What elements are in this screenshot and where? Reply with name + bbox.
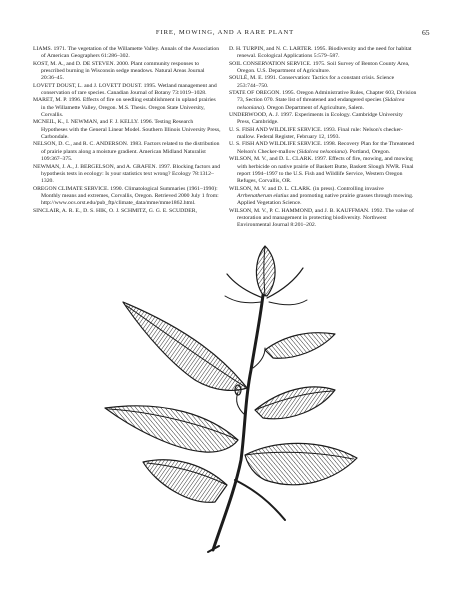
- reference-entry: LIAMS. 1971. The vegetation of the Willamette Valley. Annals of the Association of American Geographers 61:286–302.: [33, 46, 220, 60]
- reference-entry: [229, 141, 417, 156]
- species-name: Sidalcea nelsoniana: [237, 97, 405, 111]
- reference-entry: SINCLAIR, A. R. E., D. S. HIK, O. J. SCHMITZ, G. G. E. SCUDDER,: [33, 207, 197, 214]
- reference-text: SOIL CONSERVATION SERVICE. 1975. Soil Survey of Benton County Area, Oregon. U.S. Department of Agriculture.: [229, 60, 410, 75]
- leaf-lower-right: [245, 443, 357, 484]
- page-number: 65: [422, 28, 430, 37]
- reference-text: STATE OF OREGON. 1995. Oregon Administrative Rules, Chapter 603, Division 73, Section 070. State list of threatened and endangered species (: [229, 90, 417, 104]
- main-stem: [213, 295, 263, 550]
- reference-text: U. S. FISH AND WILDLIFE SERVICE. 1993. Final rule: Nelson's checker-mallow. Federal Register, February 12, 1993.: [229, 126, 403, 141]
- reference-entry: KOST, M. A., and D. DE STEVEN. 2000. Plant community responses to prescribed burning in Wisconsin sedge meadows. Natural Areas Journal 20:36–45.: [33, 60, 205, 82]
- reference-text: UNDERWOOD, A. J. 1997. Experiments in Ecology. Cambridge University Press, Cambridge.: [229, 112, 403, 126]
- reference-entry: [229, 75, 417, 90]
- leaf-upper-right: [265, 333, 335, 359]
- reference-text: and promoting native prairie grasses through mowing. Applied Vegetation Science.: [237, 192, 414, 207]
- botanical-illustration: [95, 240, 365, 560]
- reference-entry: [229, 61, 417, 76]
- references-column-left: [33, 46, 221, 215]
- reference-text: WILSON, M. V., and D. L. CLARK. 1997. Effects of fire, mowing, and mowing with herbicide on native prairie of Baskett Butte, Baskett Slough NWR. Final report 1994–1997 to the U.S. Fish and Wildlife Service, Western Oregon Refuges, Corvallis, OR.: [229, 156, 414, 185]
- reference-entry: NEWMAN, J. A., J. BERGELSON, and A. GRAFEN. 1997. Blocking factors and hypothesis tests in ecology: Is your statistics text wrong? Ecology 78:1312–1320.: [33, 163, 221, 185]
- leaf-lower-left: [143, 460, 227, 503]
- reference-text: U. S. FISH AND WILDLIFE SERVICE. 1998. Recovery Plan for the Threatened Nelson's Checker-mallow (: [229, 141, 415, 155]
- reference-text: SOULÉ, M. E. 1991. Conservation: Tactics for a constant crisis. Science 253:744–750.: [229, 75, 395, 89]
- reference-entry: [229, 186, 417, 208]
- species-name: Arrhenatherum elatius: [237, 192, 289, 199]
- reference-entry: [229, 156, 417, 185]
- reference-text: WILSON, M. V., P. C. HAMMOND, and J. B. KAUFFMAN. 1992. The value of restoration and management in protecting biodiversity. Northwest Environmental Journal 8:201–202.: [229, 207, 414, 229]
- reference-entry: [229, 112, 417, 127]
- reference-text: WILSON, M. V. and D. L. CLARK. (in press). Controlling invasive: [229, 185, 384, 192]
- running-head: FIRE, MOWING, AND A RARE PLANT: [155, 29, 295, 36]
- reference-entry: [229, 46, 417, 61]
- reference-text: D. H. TURPIN, and N. C. LARTER. 1995. Biodiversity and the need for habitat renewal. Ecological Applications 5:579–587.: [229, 46, 412, 60]
- species-name: Sidalcea nelsoniana: [298, 148, 345, 155]
- reference-entry: [229, 208, 417, 230]
- flower-bud: [256, 246, 275, 296]
- reference-entry: LOVETT DOUST, L. and J. LOVETT DOUST. 1995. Wetland management and conservation of rare species. Canadian Journal of Botany 73:1019–1028.: [33, 82, 217, 97]
- leaf-middle-left: [105, 406, 238, 452]
- reference-entry: MARET, M. P. 1996. Effects of fire on seedling establishment in upland prairies in the Willamette Valley, Oregon. M.S. Thesis. Oregon State University, Corvallis.: [33, 97, 216, 119]
- reference-entry: OREGON CLIMATE SERVICE. 1990. Climatological Summaries (1961–1990): Monthly means and extremes, Corvallis, Oregon. Retrieved 2000 July 1 from: http://www.ocs.orst.edu/pub_ftp/climate_data/mme/mme1862.html.: [33, 185, 219, 207]
- reference-entry: [229, 90, 417, 112]
- references-column-right: [229, 46, 417, 230]
- reference-text: ). Oregon Department of Agriculture, Salem.: [261, 104, 364, 111]
- reference-entry: NELSON, D. C., and R. C. ANDERSON. 1983. Factors related to the distribution of prairie plants along a moisture gradient. American Midland Naturalist 109:367–375.: [33, 141, 220, 163]
- reference-entry: MCNEIL, K., I. NEWMAN, and F. J. KELLY. 1996. Testing Research Hypotheses with the General Linear Model. Southern Illinois University Press, Carbondale.: [33, 119, 221, 141]
- reference-entry: [229, 127, 417, 142]
- plant-drawing: [95, 240, 365, 560]
- reference-text: ). Portland, Oregon.: [344, 148, 391, 155]
